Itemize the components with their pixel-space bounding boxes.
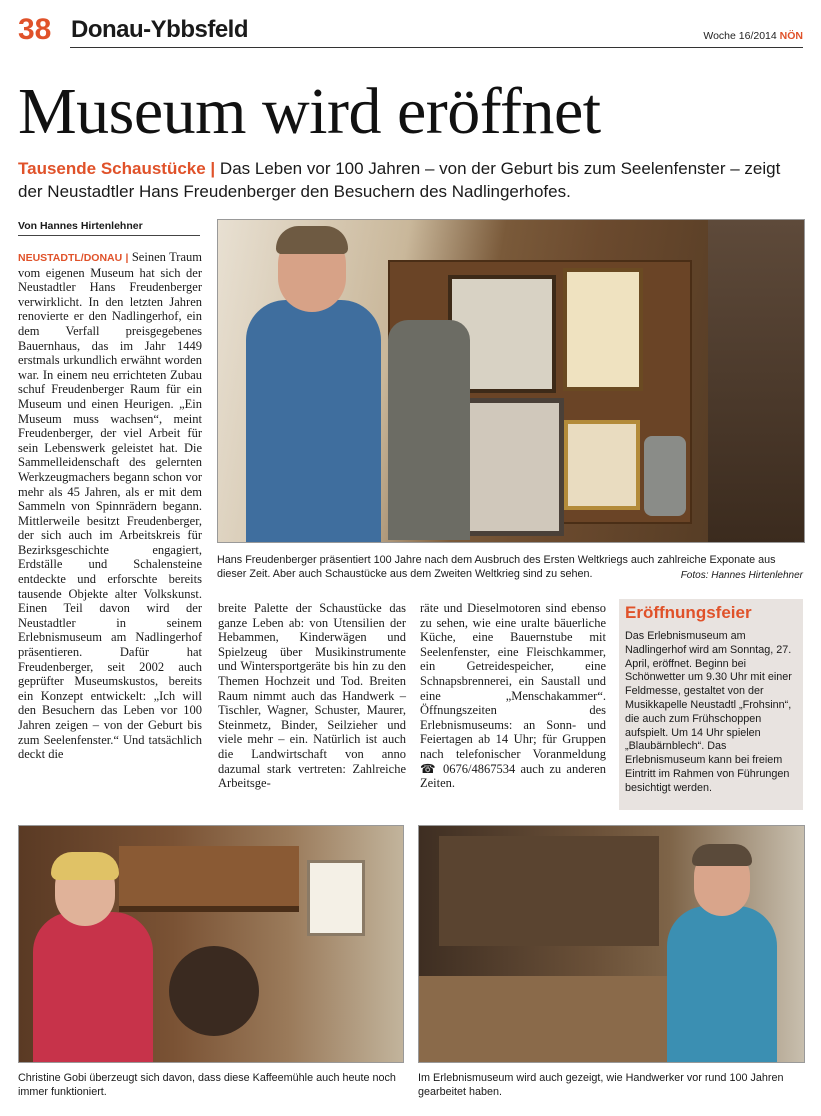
byline-rule — [18, 235, 200, 236]
section-title: Donau-Ybbsfeld — [71, 16, 248, 43]
framed-portrait — [458, 398, 564, 536]
man-hair — [692, 844, 752, 866]
man-figure — [667, 906, 777, 1062]
info-box-text: Das Erlebnismuseum am Nadlingerhof wird am Sonntag, 27. April, eröffnet. Beginn bei Schönwetter um 9.30 Uhr mit einer Feldmesse, gestaltet von der Musikkapelle Neustadtl „Frohsinn“, die auch zum Frühschoppen aufspielt. Um 14 Uhr spielen „Blaubärnblech“. Das Erlebnismuseum kann bei freiem Eintritt im Rahmen von Führungen besichtigt werden. — [625, 630, 792, 794]
man-figure — [246, 300, 381, 542]
issue-info — [703, 30, 803, 42]
coffee-grinder — [169, 946, 259, 1036]
deck-text: Das Leben vor 100 Jahren – von der Geburt bis zum Seelenfenster – zeigt der Neustadtler Hans Freudenberger den Besuchern des Nadlingerhofes. — [18, 159, 781, 201]
photo-workshop — [418, 825, 805, 1063]
framed-picture — [563, 268, 643, 391]
page-number: 38 — [18, 13, 52, 46]
woman-figure — [33, 912, 153, 1062]
brand-logo: NÖN — [779, 30, 803, 42]
window — [307, 860, 365, 936]
uniform-coat — [388, 320, 470, 540]
info-box-title: Eröffnungsfeier — [625, 603, 752, 622]
main-photo — [217, 219, 805, 543]
dateline: NEUSTADTL/DONAU | — [18, 252, 129, 264]
article-column-3: räte und Dieselmotoren sind ebenso zu sehen, wie eine uralte bäuerliche Küche, eine Bauernstube mit Seelenfenster, eine Fleischkammer, ein Getreidespeicher, eine Schnapsbrennerei, ein Saustall und eine „Menschakammer“. Öffnungszeiten des Erlebnismuseums: an Sonn- und Feiertagen ab 14 Uhr; für Gruppen nach telefonischer Voranmeldung ☎ 0676/4867534 auch zu anderen Zeiten. — [420, 601, 606, 791]
tool-wall — [439, 836, 659, 946]
photo-coffee-grinder — [18, 825, 404, 1063]
article-column-2: breite Palette der Schaustücke das ganze Leben ab: von Utensilien der Hebammen, Kinderwägen und Spielzeug über Musikinstrumente und Wintersportgeräte bis hin zu den Themen Hochzeit und Tod. Breiten Raum nimmt auch das Handwerk – Tischler, Wagner, Schuster, Maurer, Steinmetz, Binder, Seilzieher und viele mehr – ein. Natürlich ist auch die Landwirtschaft von anno dazumal stark vertreten: Zahlreiche Arbeitsge- — [218, 601, 406, 791]
photo-right-caption: Im Erlebnismuseum wird auch gezeigt, wie Handwerker vor rund 100 Jahren gearbeitet haben. — [418, 1072, 784, 1098]
deck — [18, 157, 808, 203]
article-column-1 — [18, 250, 202, 762]
lantern — [644, 436, 686, 516]
article-text-1: Seinen Traum vom eigenen Museum hat sich der Neustadtler Hans Freudenberger verwirklicht. In den letzten Jahren renovierte er den Nadlingerhof, ein dem Verfall preisgegebenes Bauernhaus, das im Jahr 1449 erstmals urkundlich erwähnt worden war. In einem neu errichteten Zubau schuf Freudenberger Raum für ein Museum und einen Heurigen. „Ein Museum muss wachsen“, meint Freudenberger, der viel Arbeit für sein Lebenswerk geleistet hat. Die Sammelleidenschaft des gelernten Werkzeugmachers begann schon vor mehr als 45 Jahren, als er mit dem Sammeln von Spinnrädern begann. Mittlerweile besitzt Freudenberger, der sich auch im Arbeitskreis für Bezirksgeschichte engagiert, Erdställe und Schalensteine entdeckte und erforschte bereits tausende Objekte alter Volkskunst. Einen Teil davon wird der Neustadtler in seinem Erlebnismuseum am Nadlingerhof präsentieren. Dafür hat Freudenberger, seit 2002 auch geprüfter Museumskustos, bereits ein Konzept entwickelt: „Ich will den Besuchern das Leben vor 100 Jahren zeigen – von der Geburt bis zum Seelenfenster.“ Und tatsächlich deckt die — [18, 250, 202, 762]
photo-credit: Fotos: Hannes Hirtenlehner — [680, 570, 803, 581]
background-shelf — [708, 220, 804, 542]
shelf — [119, 846, 299, 912]
header-rule — [70, 47, 803, 48]
issue-week: Woche 16/2014 — [703, 30, 777, 42]
photo-left-caption: Christine Gobi überzeugt sich davon, dass diese Kaffeemühle auch heute noch immer funktioniert. — [18, 1072, 396, 1098]
woman-hair — [51, 852, 119, 880]
byline: Von Hannes Hirtenlehner — [18, 220, 143, 232]
man-hair — [276, 226, 348, 254]
deck-kicker: Tausende Schaustücke | — [18, 159, 216, 178]
headline: Museum wird eröffnet — [18, 75, 601, 148]
main-photo-caption: Hans Freudenberger präsentiert 100 Jahre nach dem Ausbruch des Ersten Weltkriegs auch zahlreiche Exponate aus dieser Zeit. Aber auch Schaustücke aus dem Zweiten Weltkrieg sind zu sehen. — [217, 554, 776, 580]
framed-portrait — [564, 420, 640, 510]
